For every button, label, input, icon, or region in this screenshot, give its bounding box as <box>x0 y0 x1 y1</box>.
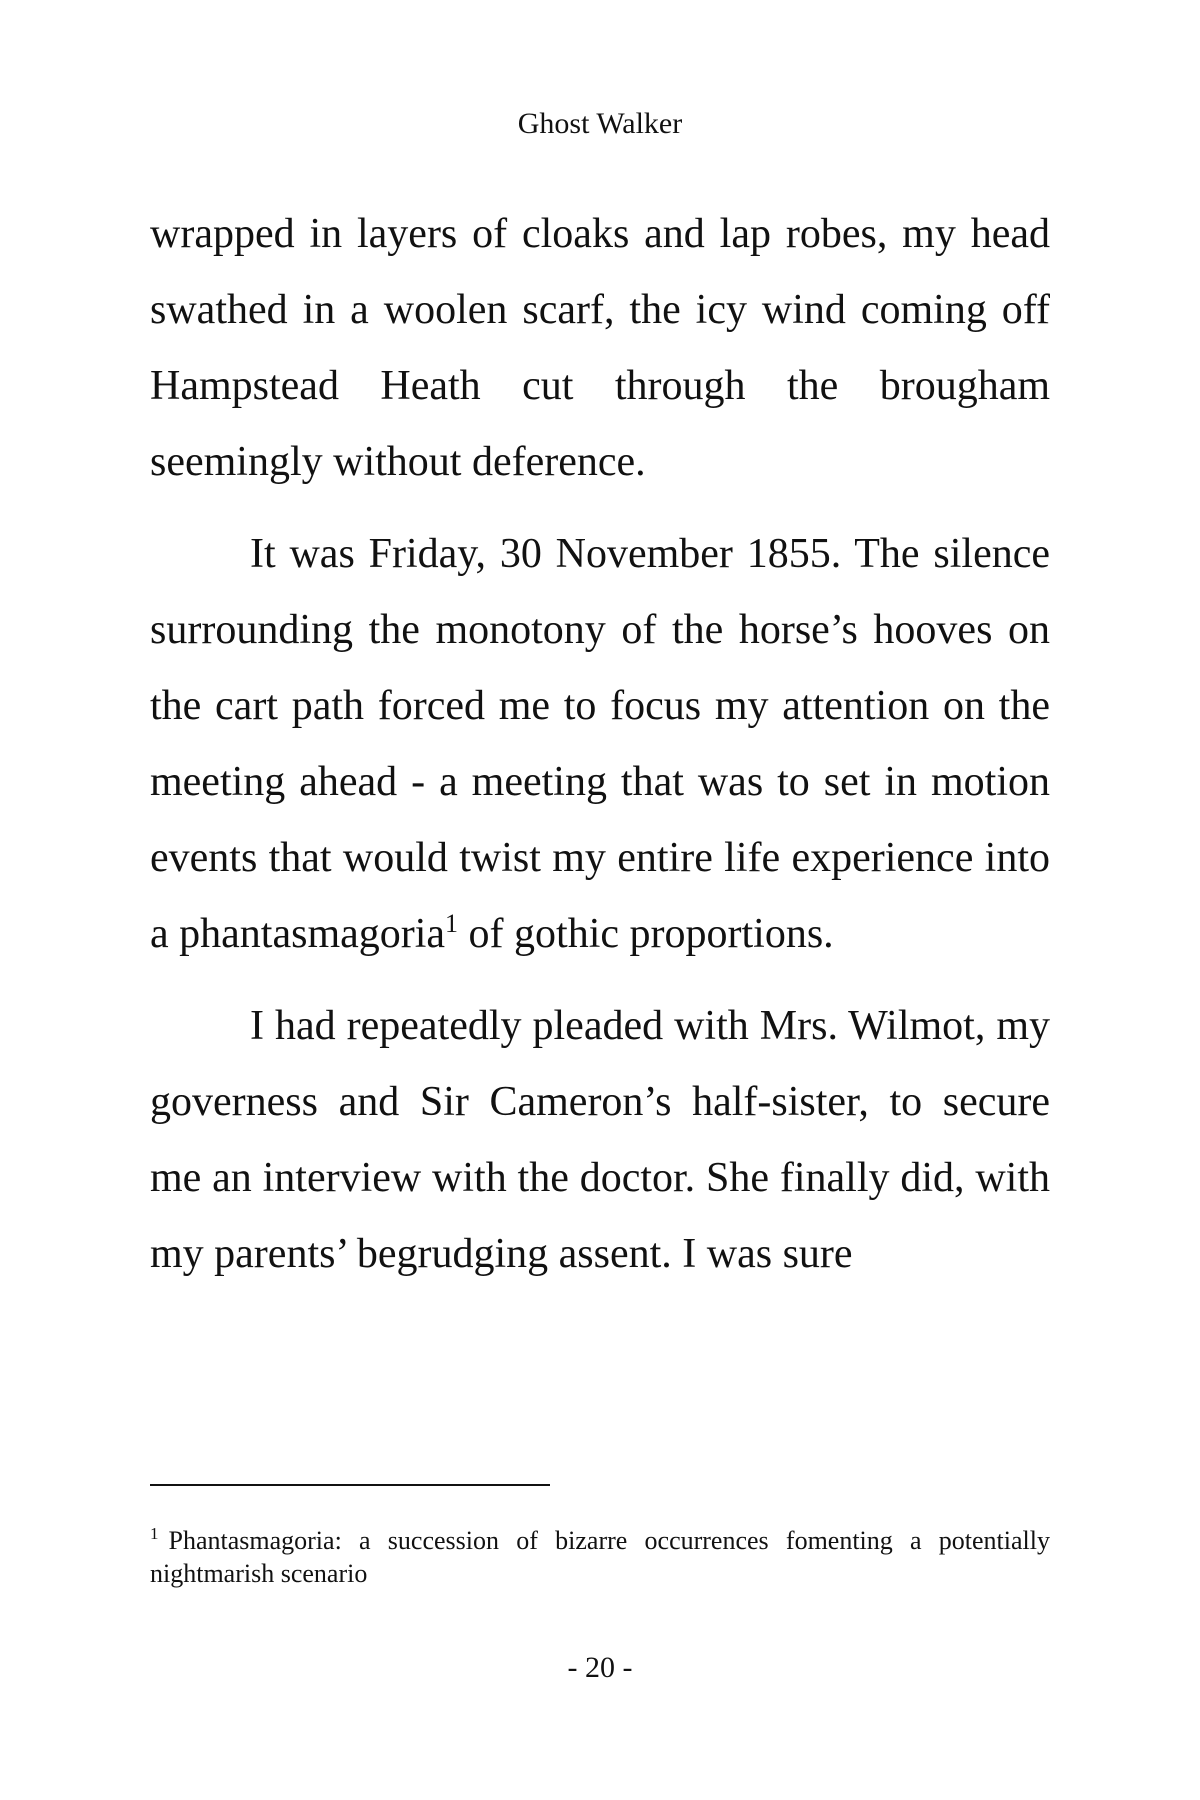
footnote-marker: 1 <box>150 1524 159 1544</box>
page-number: - 20 - <box>567 1651 633 1684</box>
paragraph-friday <box>150 516 1050 972</box>
main-text <box>150 196 1050 1308</box>
paragraph-wilmot: I had repeatedly pleaded with Mrs. Wilmot, my governess and Sir Cameron’s half-sister, to secure me an interview with the doctor. She finally did, with my parents’ begrudging assent. I was sure <box>150 1003 1050 1277</box>
paragraph-friday-tail: of gothic proportions. <box>468 911 834 957</box>
paragraph-friday-text: It was Friday, 30 November 1855. The silence surrounding the monotony of the horse’s hooves on the cart path forced me to focus my attention on the meeting ahead - a meeting that was to set in motion events that would twist my entire life experience into a phantasmagoria <box>150 531 1050 957</box>
footnote-reference[interactable]: 1 <box>445 909 459 938</box>
footnote-text: Phantasmagoria: a succession of bizarre occurrences fomenting a potentially nightmarish scenario <box>150 1526 1050 1588</box>
running-header-title: Ghost Walker <box>517 107 683 140</box>
footnote-divider <box>150 1484 550 1486</box>
paragraph-continued: wrapped in layers of cloaks and lap robes, my head swathed in a woolen scarf, the icy wind coming off Hampstead Heath cut through the brougham seemingly without deference. <box>150 211 1050 485</box>
footnote <box>150 1524 1050 1590</box>
